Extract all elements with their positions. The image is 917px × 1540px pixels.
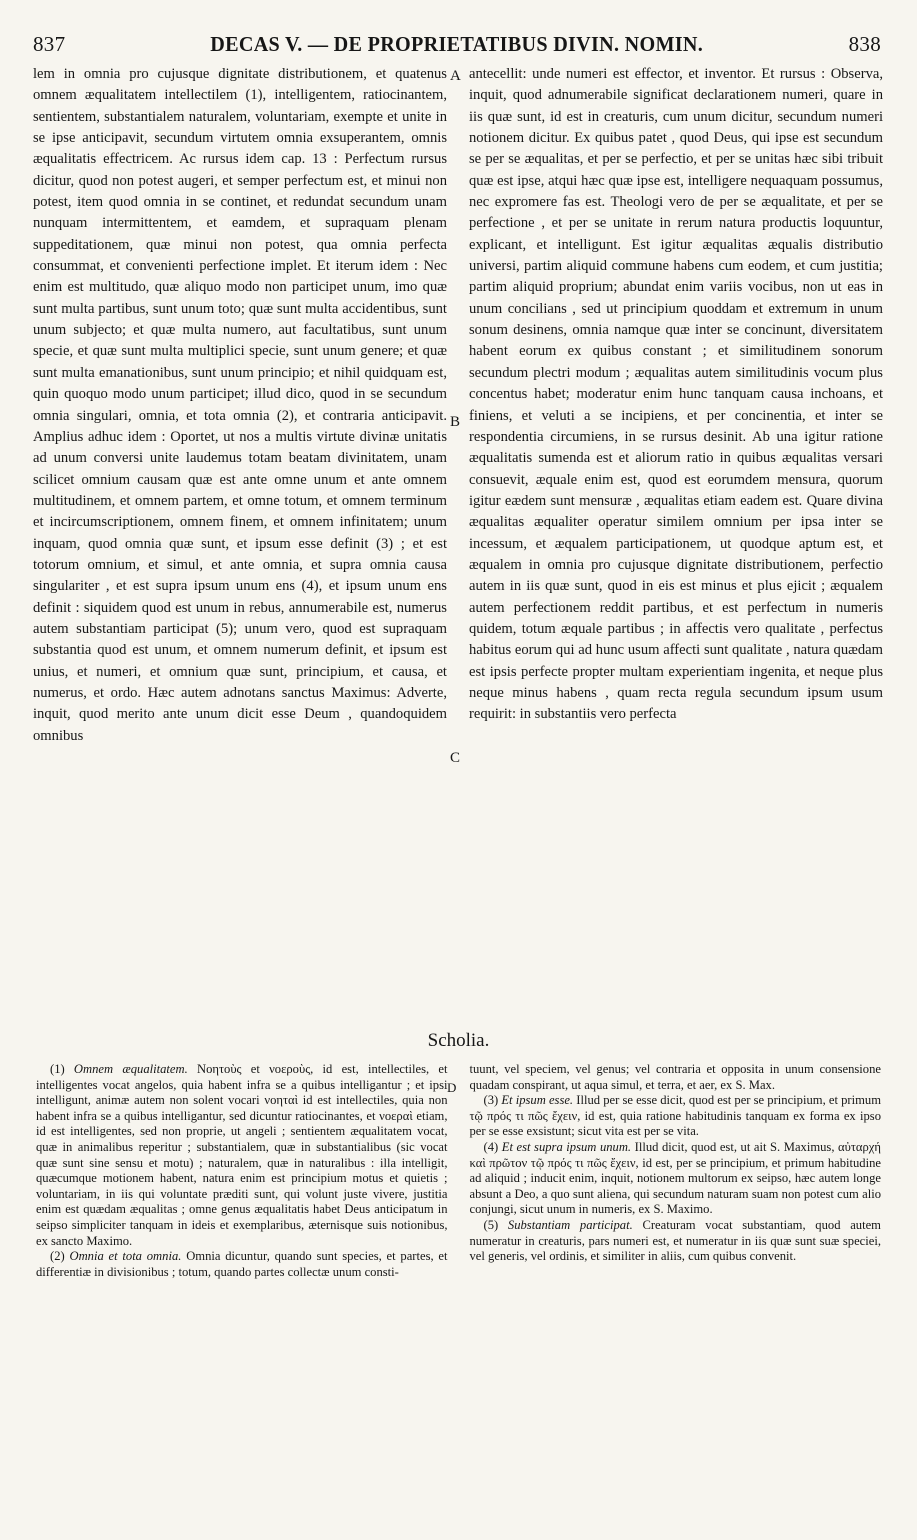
scholion-text: Νοητοὺς et νοεροὺς, id est, intellectiles, et intelligentes vocat angelos, quia habent infra se a quibus intelligantur ; et ipsi intelligunt, animæ autem non solent vocari νοηταὶ id est intellectiles, quia non habent infra se a quibus intelligantur, sed dicuntur ratiocinantes, et νοεραὶ etiam, id est intelligentes, sed non proprie, ut angeli ; sentientem æqualitatem vocat, quæ in animalibus reperitur ; substantialem, quæ in substantialibus (sic vocat quæ sunt sine sensu et motu) ; naturalem, quæ in naturalibus : illa intelligit, quæcumque motionem habent, natura enim est principium motus et quietis ; voluntariam, in iis qui voluntate præditi sunt, qui volunt juste vivere, justitia enim est quædam æqualitas ; omne genus æqualitatis habet Deus anticipatum in seipso simpliciter tanquam in ideis et exemplaribus, æternisque suis notionibus, ex sancto Maximo.	[36, 1062, 448, 1248]
margin-letter-b: B	[450, 414, 461, 430]
scholion-number: (3)	[483, 1093, 499, 1108]
right-column	[469, 64, 883, 1024]
scholion-number: (1)	[50, 1062, 65, 1076]
margin-letters	[450, 64, 466, 1024]
scholion-1	[36, 1062, 448, 1249]
page-number-left: 837	[33, 32, 66, 56]
scholion-number: (2)	[50, 1249, 65, 1264]
running-title: DECAS V. — DE PROPRIETATIBUS DIVIN. NOMIN.	[210, 32, 704, 56]
scholion-lemma: Omnem æqualitatem.	[73, 1062, 188, 1076]
margin-letter-a: A	[450, 68, 461, 84]
scholia-left-column	[36, 1062, 448, 1452]
margin-letter-c: C	[450, 750, 461, 766]
scholion-2-continued	[470, 1062, 882, 1093]
left-column	[33, 64, 447, 1024]
scholion-number: (5)	[483, 1217, 499, 1232]
left-column-text: lem in omnia pro cujusque dignitate distributionem, et quatenus omnem æqualitatem intellectilem (1), intelligentem, ratiocinantem, sentientem, substantialem naturalem, voluntariam, exempte et unite in se ipse anticipavit, secundum virtutem omnia exsuperantem, omnis æqualitatis effectricem. Ac rursus idem cap. 13 : Perfectum rursus dicitur, quod non potest augeri, et semper perfectum est, et minui non potest, item quod omnia in se continet, et redundat secundum unam nunquam intermittentem, et eamdem, et supraquam plenam suppeditationem, quæ minui non potest, qua omnia perfecta consummat, et convenienti perfectione implet. Et iterum idem : Nec enim est multitudo, quæ aliquo modo non participet unum, imo quæ sunt multa partibus, sunt unum toto; quæ sunt multa accidentibus, sunt unum subjecto; et quæ multa numero, aut facultatibus, sunt unum specie, et quæ sunt multa multiplici specie, sunt unum genere; et quæ sunt multa emanationibus, sunt unum principio; et nihil quidquam est, quin quoquo modo unum participet; illud dico, quod in se secundum omnia singulari, omnia, et tota omnia (2), et contraria anticipavit. Amplius adhuc idem : Oportet, ut nos a multis virtute divinæ unitatis ad unum conversi unite laudemus totam beatam divinitatem, unam scilicet omnium causam quæ est ante omne unum et ante omnem multitudinem, et omnem partem, et omne totum, et omnem terminum et incircumscriptionem, omnem finem, et omnem infinitatem; unum inquam, quod omnia quæ sunt, et ipsum esse definit (3) ; et est totorum omnium, et simul, et ante omnia, et supra omnia causa singulariter , et est supra ipsum unum ens (4), et ipsum unum ens definit : siquidem quod est unum in rebus, annumerabile est, numerus autem substantiam participat (5); unum vero, quod est supraquam substantia quod est unum, et omnem numerum definit, et ipsum est unius, et numeri, et omnium quæ sunt, principium, et causa, et numerus, et ordo. Hæc autem adnotans sanctus Maximus: Adverte, inquit, quod merito ante unum dicit esse Deum , quandoquidem omnibus	[33, 66, 447, 744]
scholion-3	[470, 1093, 882, 1140]
right-column-text: antecellit: unde numeri est effector, et inventor. Et rursus : Observa, inquit, quod adnumerabile significat declarationem numeri, quare in iis quæ sunt, id est in creaturis, cum unum dicitur, secundum numeri notionem dicitur. Ex quibus patet , quod Deus, qui ipse est secundum se per se æqualitas, et per se perfectio, et per se unitas hæc sibi tribuit quæ est ipse, atqui hæc quæ ipse est, intelligere nequaquam possumus, nec expromere fas est. Theologi vero de per se æqualitate, et per se perfectione , et per se unitate in rerum natura productis loquuntur, explicant, et intelligunt. Est igitur æqualitas æqualis distributio universi, partim aliquid commune habens cum eodem, et cum justitia; partim aliquid proprium; abundat enim variis vocibus, non ut eas in unum concilians , sed ut principium quoddam et extremum in unum sonum desinens, omnia namque quæ inter se concinunt, diversitatem habent eorum ex quibus constant ; et similitudinem sonorum secundum plectri modum ; æqualitas autem similitudinis vocum plus concentus habet; moderatur enim hunc tanquam causa inchoans, et finiens, et veluti a se incipiens, et per concinentia, et inter se respondentia circumiens, in se rursus desinit. Ab una igitur ratione æqualitatis sumenda est et aliorum ratio in quibus æqualitas versari consuevit, æquale enim est, quod est eorumdem mensura, quorum igitur eædem sunt mensuræ , æqualitas etiam eadem est. Quare divina æqualitas æqualiter operatur similem omnium per ipsa inter se incessum, et æqualem participationem, ut quodque aptum est, et æqualem in omnia pro cujusque dignitate distributionem, perfectio autem in iis quæ sunt, quod in eis est minus et plus ejicit ; æqualem autem perfectionem reddit partibus, et est perfectum in numeris quidem, totum æquale partibus ; in affectis vero qualitate , perfectus habitus eorum qui ad hunc usum affecti sunt qualitate , natura quædam est ipsis perfecte propter multam experientiam ingenita, et neque plus neque minus habens , quam recta regula secundum ipsum usum requirit: in substantiis vero perfecta	[469, 66, 883, 723]
page-header	[33, 32, 881, 62]
scholion-text: Illud dicit, quod est, ut ait S. Maximus, αὐταρχή καὶ πρῶτον τῷ πρός τι πῶς ἔχειν, id est, per se principium, et primum habitudine ad aliquid ; inducit enim, inquit, notionem multorum ex seipso, hæc autem longe absunt a Deo, a quo sunt aliena, qui secundum naturam suam non potest cum alio conjungi, sicut unum in numeris, ex S. Maximo.	[469, 1139, 881, 1217]
scholion-2	[36, 1249, 448, 1280]
scholion-text: Omnia dicuntur, quando sunt species, et partes, et differentiæ in divisionibus ; totum, quando partes collectæ unum consti-	[36, 1249, 448, 1279]
scholion-text: tuunt, vel speciem, vel genus; vel contraria et opposita in unum consensione quadam conspirant, ut aqua simul, et terra, et aer, ex S. Max.	[469, 1062, 881, 1092]
page-number-right: 838	[848, 32, 881, 56]
scholion-5	[470, 1218, 882, 1265]
scholia-right-column	[470, 1062, 882, 1452]
scholion-lemma: Omnia et tota omnia.	[69, 1249, 182, 1264]
scholion-number: (4)	[483, 1139, 499, 1154]
scholion-lemma: Et est supra ipsum unum.	[501, 1139, 632, 1154]
scholion-4	[470, 1140, 882, 1218]
scholion-lemma: Et ipsum esse.	[501, 1093, 574, 1108]
scholia-heading: Scholia.	[427, 1030, 490, 1051]
scholion-lemma: Substantiam participat.	[507, 1217, 633, 1232]
scholion-text: Illud per se esse dicit, quod est per se principium, et primum τῷ πρός τι πῶς ἔχειν, id est, quia ratione habitudinis tanquam ex forma ex ipso per se esse exsistunt; sicut vita est per se vita.	[469, 1093, 881, 1139]
scholia	[36, 1062, 881, 1452]
scholion-text: Creaturam vocat substantiam, quod autem numeratur in creaturis, pars numeri est, et numeratur in iis quæ sunt suæ speciei, vel generis, vel ordinis, et similiter in aliis, cum quibus convenit.	[469, 1217, 881, 1264]
margin-letter-d: D	[447, 1080, 457, 1095]
